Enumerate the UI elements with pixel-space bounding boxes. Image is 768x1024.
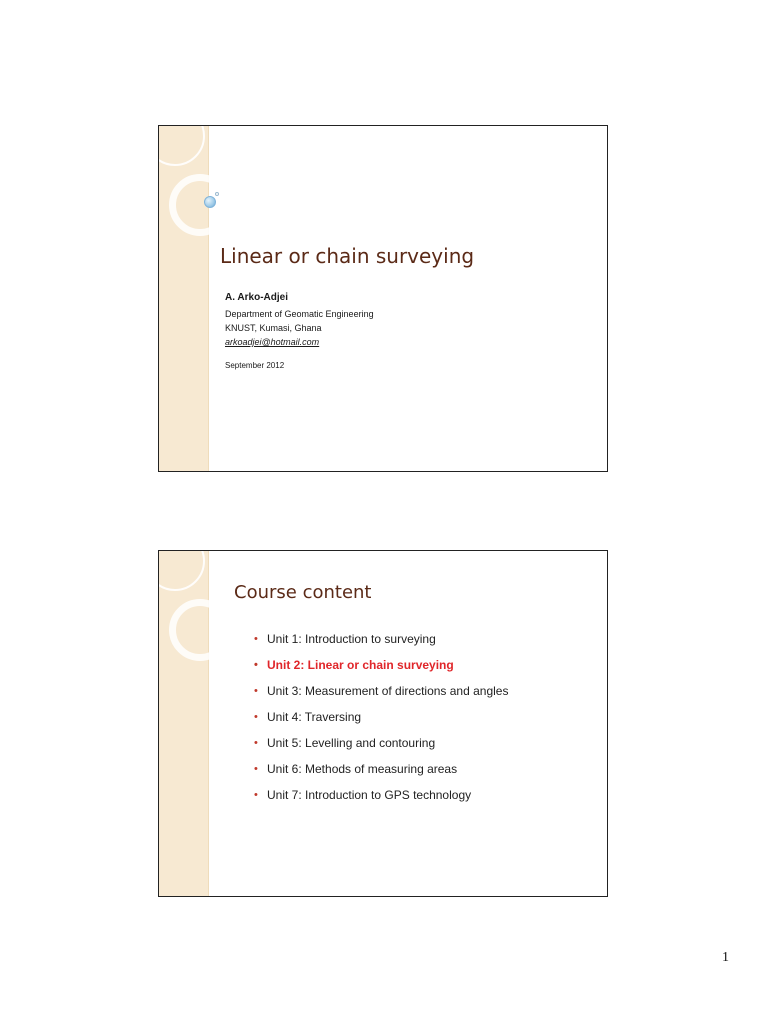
unit-item-4 <box>254 709 508 735</box>
unit-item-3 <box>254 683 508 709</box>
bullet-icon: • <box>254 737 258 749</box>
unit-label: Unit 6: Methods of measuring areas <box>267 762 458 776</box>
author-block <box>225 291 374 373</box>
decorative-ring-large <box>169 174 231 236</box>
unit-label: Unit 2: Linear or chain surveying <box>267 658 454 672</box>
bubble-small-icon <box>215 192 219 196</box>
slide-course-content <box>158 550 608 897</box>
author-institution: KNUST, Kumasi, Ghana <box>225 323 322 333</box>
unit-label: Unit 4: Traversing <box>267 710 362 724</box>
bubble-icon <box>204 196 216 208</box>
slide-title-heading: Linear or chain surveying <box>220 244 475 268</box>
unit-item-6 <box>254 761 508 787</box>
unit-label: Unit 3: Measurement of directions and angles <box>267 684 509 698</box>
unit-item-7 <box>254 787 508 813</box>
author-name: A. Arko-Adjei <box>225 292 288 303</box>
presentation-date: September 2012 <box>225 361 285 370</box>
bullet-icon: • <box>254 711 258 723</box>
unit-item-2-highlighted <box>254 657 508 683</box>
decorative-ring-large <box>169 599 231 661</box>
bullet-icon: • <box>254 763 258 775</box>
bullet-icon: • <box>254 789 258 801</box>
unit-label: Unit 5: Levelling and contouring <box>267 736 436 750</box>
unit-label: Unit 7: Introduction to GPS technology <box>267 788 472 802</box>
course-content-heading: Course content <box>234 582 372 603</box>
author-email-link[interactable]: arkoadjei@hotmail.com <box>225 337 320 347</box>
unit-label: Unit 1: Introduction to surveying <box>267 632 436 646</box>
author-department: Department of Geomatic Engineering <box>225 309 374 319</box>
unit-item-5 <box>254 735 508 761</box>
bullet-icon: • <box>254 633 258 645</box>
bullet-icon: • <box>254 659 258 671</box>
slide-title <box>158 125 608 472</box>
bullet-icon: • <box>254 685 258 697</box>
page-number: 1 <box>722 950 729 965</box>
unit-list <box>254 631 508 813</box>
unit-item-1 <box>254 631 508 657</box>
